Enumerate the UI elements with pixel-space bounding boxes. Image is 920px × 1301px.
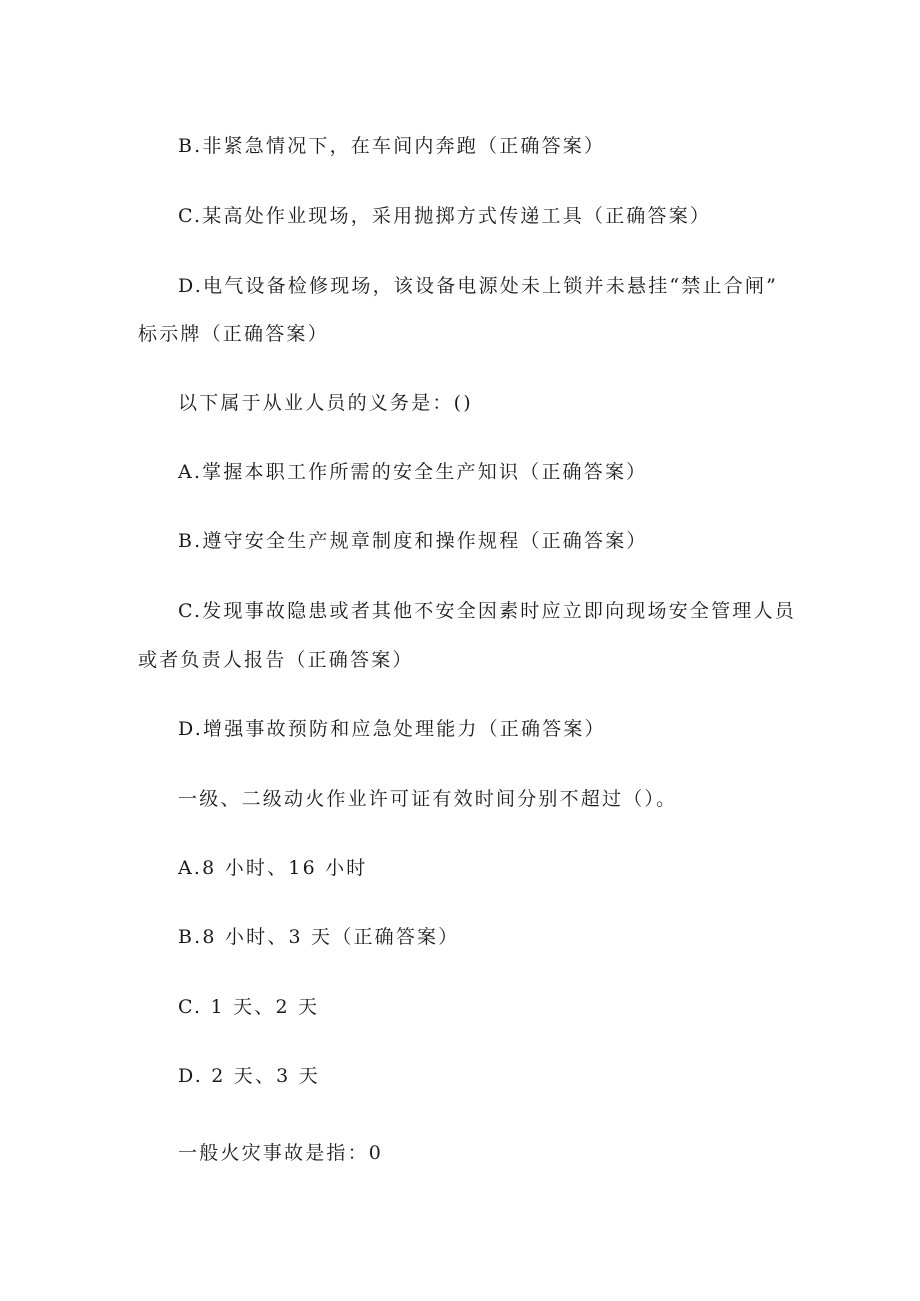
option-c-days: C. 1 天、2 天 [178, 996, 320, 1018]
option-b-hours-days: B.8 小时、3 天（正确答案） [178, 926, 460, 948]
question-hot-work-permit: 一级、二级动火作业许可证有效时间分别不超过（）。 [178, 788, 678, 810]
option-c-throwing-tools: C.某高处作业现场，采用抛掷方式传递工具（正确答案） [178, 205, 712, 227]
option-a-hours: A.8 小时、16 小时 [178, 857, 368, 879]
question-general-fire-accident: 一般火灾事故是指：0 [178, 1142, 384, 1164]
option-d-prevention: D.增强事故预防和应急处理能力（正确答案） [178, 718, 606, 740]
option-a-knowledge: A.掌握本职工作所需的安全生产知识（正确答案） [178, 461, 648, 483]
option-b-running: B.非紧急情况下，在车间内奔跑（正确答案） [178, 135, 606, 157]
question-employee-duties: 以下属于从业人员的义务是：() [178, 392, 473, 414]
option-c-report-line2: 或者负责人报告（正确答案） [138, 649, 414, 671]
option-c-report-line1: C.发现事故隐患或者其他不安全因素时应立即向现场安全管理人员 [178, 600, 796, 622]
option-b-regulations: B.遵守安全生产规章制度和操作规程（正确答案） [178, 530, 648, 552]
option-d-days: D. 2 天、3 天 [178, 1065, 320, 1087]
option-d-electrical-line1: D.电气设备检修现场，该设备电源处未上锁并未悬挂“禁止合闸” [178, 275, 779, 297]
option-d-electrical-line2: 标示牌（正确答案） [138, 323, 329, 345]
